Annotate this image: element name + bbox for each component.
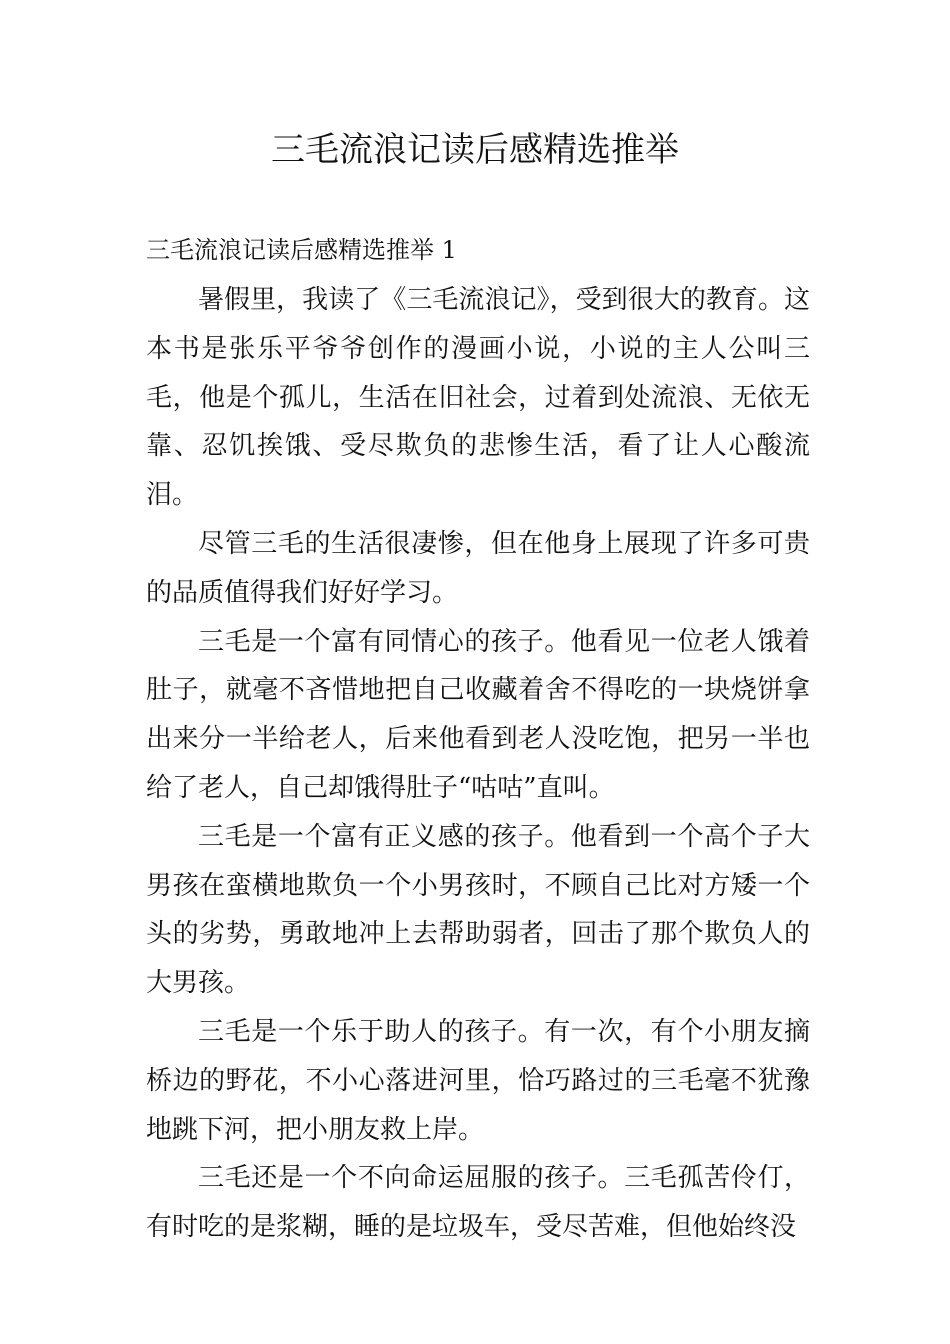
document-body <box>146 230 810 1252</box>
paragraph: 三毛还是一个不向命运屈服的孩子。三毛孤苦伶仃，有时吃的是浆糊，睡的是垃圾车，受尽苦难，但他始终没 <box>146 1163 810 1243</box>
document-title: 三毛流浪记读后感精选推举 <box>271 130 679 170</box>
paragraph: 暑假里，我读了《三毛流浪记》，受到很大的教育。这本书是张乐平爷爷创作的漫画小说，小说的主人公叫三毛，他是个孤儿，生活在旧社会，过着到处流浪、无依无靠、忍饥挨饿、受尽欺负的悲惨生活，看了让人心酸流泪。 <box>146 285 810 511</box>
paragraph: 三毛是一个富有正义感的孩子。他看到一个高个子大男孩在蛮横地欺负一个小男孩时，不顾自己比对方矮一个头的劣势，勇敢地冲上去帮助弱者，回击了那个欺负人的大男孩。 <box>146 821 810 999</box>
paragraph: 尽管三毛的生活很凄惨，但在他身上展现了许多可贵的品质值得我们好好学习。 <box>146 528 810 608</box>
paragraph: 三毛是一个富有同情心的孩子。他看见一位老人饿着肚子，就毫不吝惜地把自己收藏着舍不得吃的一块烧饼拿出来分一半给老人，后来他看到老人没吃饱，把另一半也给了老人，自己却饿得肚子“咕咕”直叫。 <box>146 626 810 803</box>
paragraph: 三毛是一个乐于助人的孩子。有一次，有个小朋友摘桥边的野花，不小心落进河里，恰巧路过的三毛毫不犹豫地跳下河，把小朋友救上岸。 <box>146 1016 810 1145</box>
section-heading: 三毛流浪记读后感精选推举 1 <box>146 236 457 264</box>
